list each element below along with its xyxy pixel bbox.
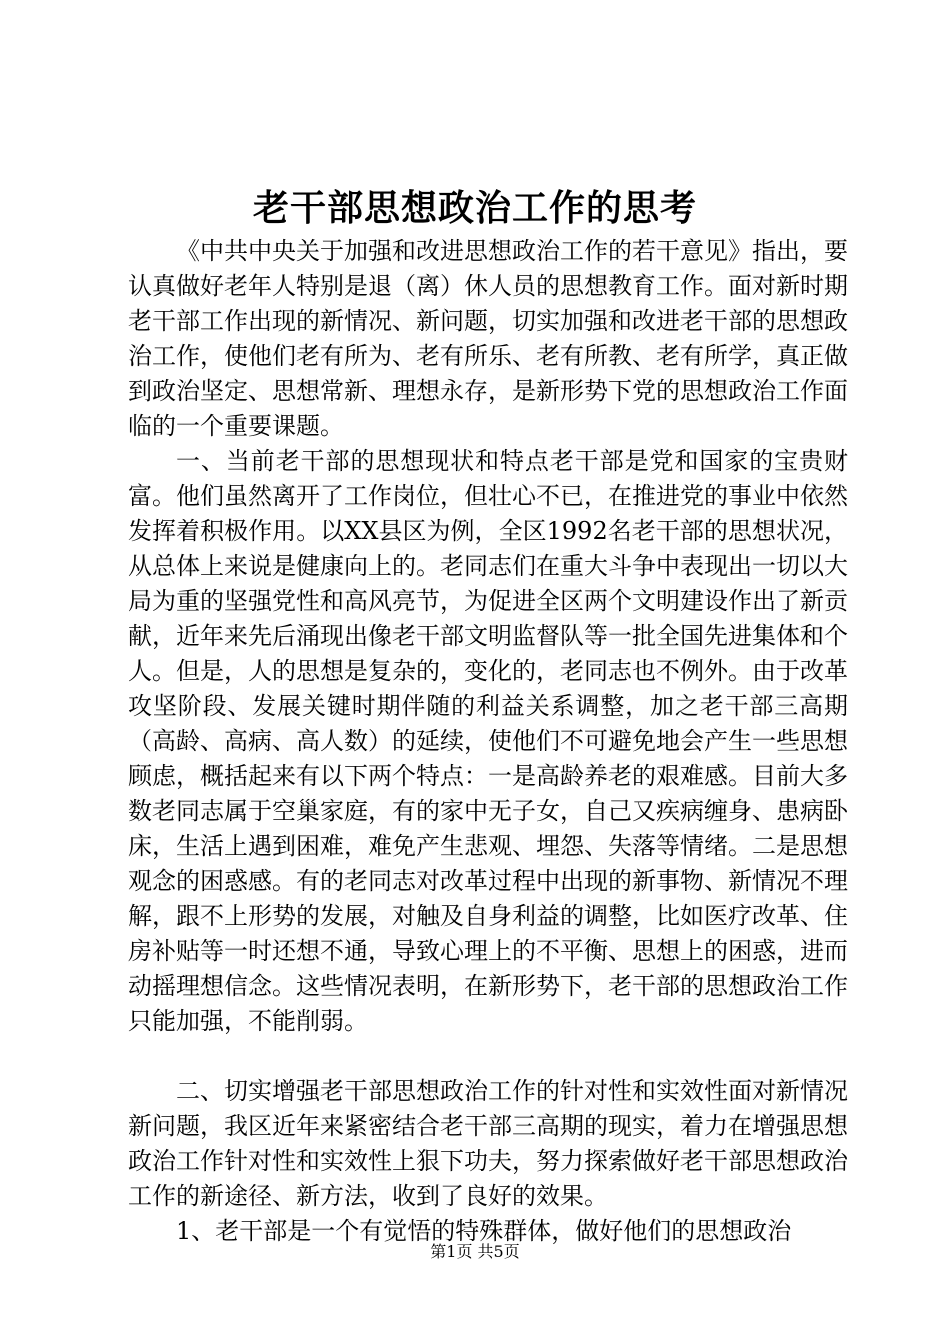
paragraph-intro: 《中共中央关于加强和改进思想政治工作的若干意见》指出，要认真做好老年人特别是退（离）休人员的思想教育工作。面对新时期老干部工作出现的新情况、新问题，切实加强和改进老干部的思想政治工作，使他们老有所为、老有所乐、老有所教、老有所学，真正做到政治坚定、思想常新、理想永存，是新形势下党的思想政治工作面临的一个重要课题。: [128, 237, 848, 440]
paragraph-item-1: 1、老干部是一个有觉悟的特殊群体，做好他们的思想政治: [176, 1217, 792, 1245]
page-footer: 第1页 共5页: [430, 1242, 520, 1261]
document-body: [128, 234, 848, 1249]
paragraph-gap: [128, 1039, 848, 1074]
paragraph-section-2: 二、切实增强老干部思想政治工作的针对性和实效性面对新情况新问题，我区近年来紧密结合老干部三高期的现实，着力在增强思想政治工作针对性和实效性上狠下功夫，努力探索做好老干部思想政治工作的新途径、新方法，收到了良好的效果。: [128, 1077, 848, 1210]
paragraph-section-1: 一、当前老干部的思想现状和特点老干部是党和国家的宝贵财富。他们虽然离开了工作岗位，但壮心不已，在推进党的事业中依然发挥着积极作用。以XX县区为例，全区1992名老干部的思想状况，从总体上来说是健康向上的。老同志们在重大斗争中表现出一切以大局为重的坚强党性和高风亮节，为促进全区两个文明建设作出了新贡献，近年来先后涌现出像老干部文明监督队等一批全国先进集体和个人。但是，人的思想是复杂的，变化的，老同志也不例外。由于改革攻坚阶段、发展关键时期伴随的利益关系调整，加之老干部三高期（高龄、高病、高人数）的延续，使他们不可避免地会产生一些思想顾虑，概括起来有以下两个特点：一是高龄养老的艰难感。目前大多数老同志属于空巢家庭，有的家中无子女，自己又疾病缠身、患病卧床，生活上遇到困难，难免产生悲观、埋怨、失落等情绪。二是思想观念的困惑感。有的老同志对改革过程中出现的新事物、新情况不理解，跟不上形势的发展，对触及自身利益的调整，比如医疗改革、住房补贴等一时还想不通，导致心理上的不平衡、思想上的困惑，进而动摇理想信念。这些情况表明，在新形势下，老干部的思想政治工作只能加强，不能削弱。: [128, 447, 848, 1035]
document-title: 老干部思想政治工作的思考: [252, 187, 697, 229]
